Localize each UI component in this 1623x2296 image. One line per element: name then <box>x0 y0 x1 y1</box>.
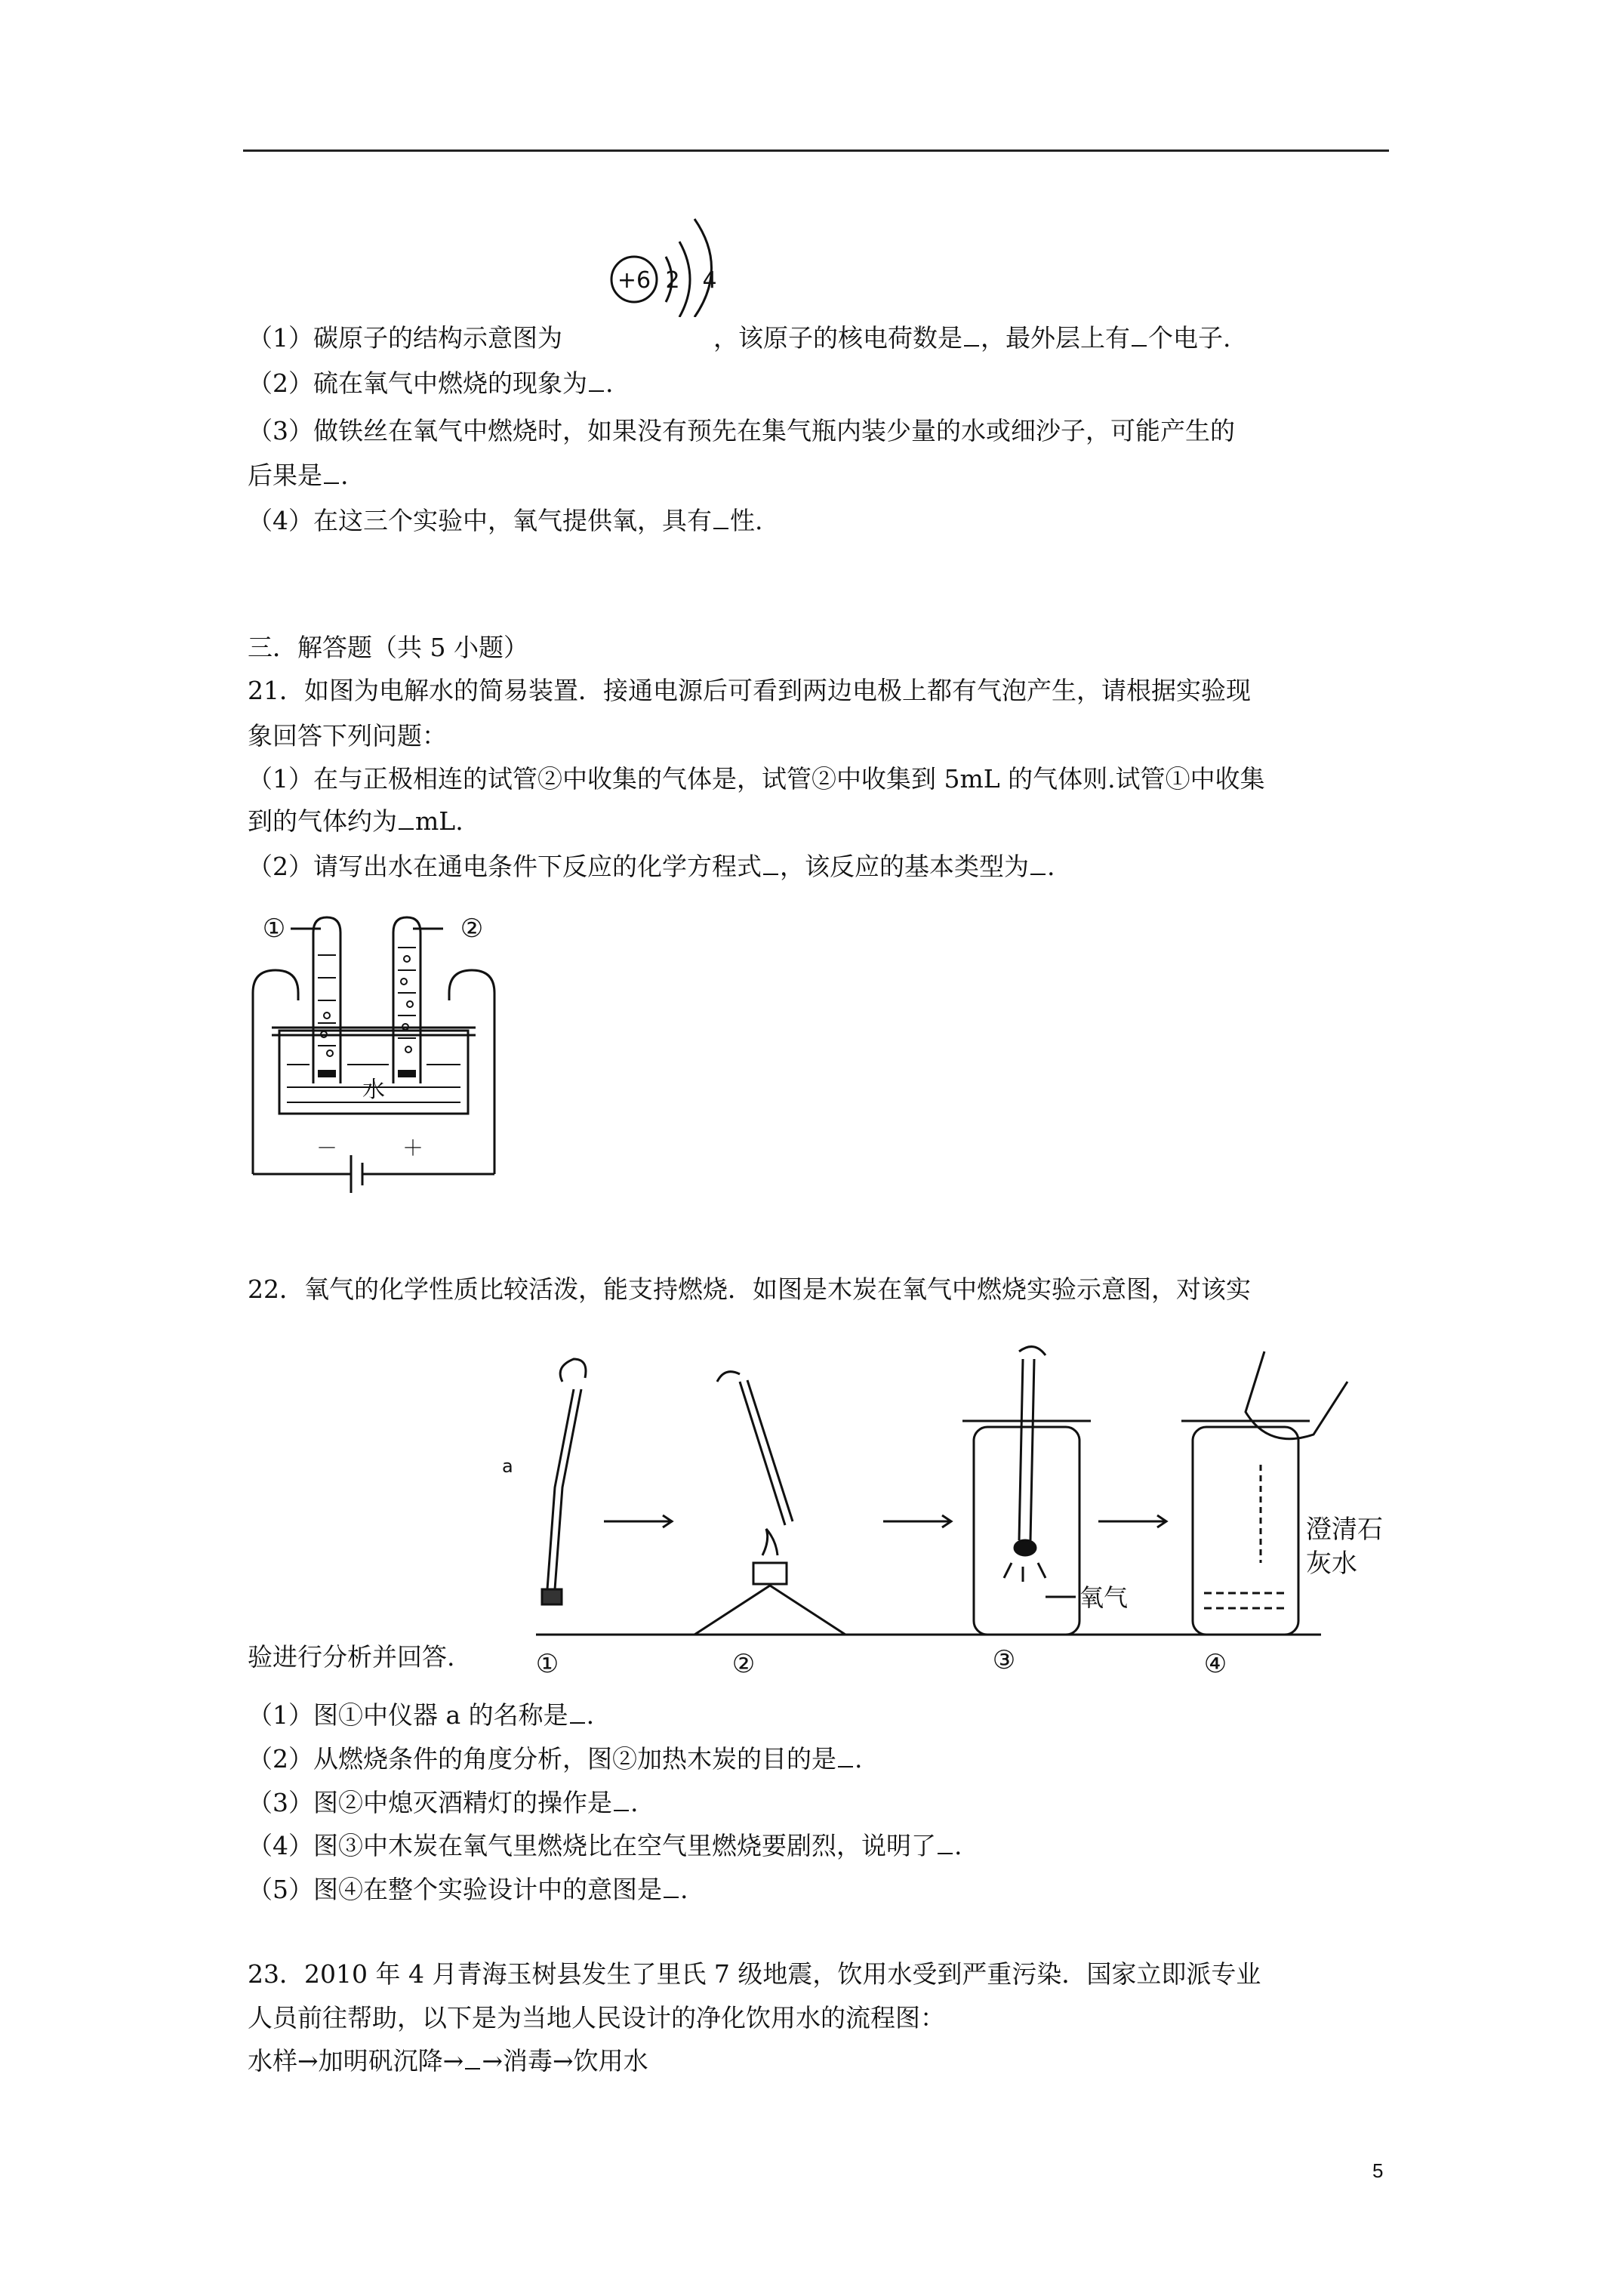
section-title: 三．解答题（共 5 小题） <box>248 633 528 662</box>
water-label: 水 <box>362 1077 385 1103</box>
q22-part4: （4）图③中木炭在氧气里燃烧比在空气里燃烧要剧烈，说明了 . <box>248 1831 962 1860</box>
label-a: a <box>502 1456 513 1477</box>
answer-blank[interactable] <box>589 371 604 392</box>
step4-label: ④ <box>1203 1649 1227 1679</box>
q20-part4: （4）在这三个实验中，氧气提供氧，具有 性. <box>248 506 763 535</box>
answer-blank[interactable] <box>964 325 979 347</box>
q20-part3a: （3）做铁丝在氧气中燃烧时，如果没有预先在集气瓶内装少量的水或细沙子，可能产生的 <box>248 416 1235 445</box>
q21-part2: （2）请写出水在通电条件下反应的化学方程式 ，该反应的基本类型为 . <box>248 852 1055 881</box>
atom-shell2-label: 4 <box>702 267 717 294</box>
step2-label: ② <box>731 1649 756 1679</box>
answer-blank[interactable] <box>713 508 728 529</box>
q21-stem2: 象回答下列问题： <box>248 721 447 750</box>
step1-label: ① <box>535 1649 559 1679</box>
answer-blank[interactable] <box>1030 854 1046 875</box>
answer-blank[interactable] <box>324 463 339 484</box>
label-limewater-2: 灰水 <box>1306 1549 1357 1579</box>
q22-part5: （5）图④在整个实验设计中的意图是 . <box>248 1875 688 1904</box>
plus-label: ＋ <box>402 1136 424 1160</box>
q21-part1a: （1）在与正极相连的试管②中收集的气体是，试管②中收集到 5mL 的气体则.试管①中收集 <box>248 764 1265 794</box>
answer-blank[interactable] <box>465 2048 480 2069</box>
q22-part3: （3）图②中熄灭酒精灯的操作是 . <box>248 1788 639 1817</box>
q21-stem1: 21．如图为电解水的简易装置．接通电源后可看到两边电极上都有气泡产生，请根据实验现 <box>248 676 1251 705</box>
q22-part1: （1）图①中仪器 a 的名称是 . <box>248 1700 595 1730</box>
answer-blank[interactable] <box>838 1746 853 1767</box>
label-limewater-1: 澄清石 <box>1306 1515 1383 1545</box>
page-number: 5 <box>1372 2159 1384 2182</box>
carbon-atom-diagram <box>604 211 732 317</box>
header-rule <box>243 149 1389 152</box>
answer-blank[interactable] <box>614 1790 629 1811</box>
q23-flow: 水样→加明矾沉降→ →消毒→饮用水 <box>248 2046 648 2076</box>
tube1-label: ① <box>262 914 286 944</box>
q23-stem2: 人员前往帮助，以下是为当地人民设计的净化饮用水的流程图： <box>248 2003 945 2032</box>
atom-shell1-label: 2 <box>665 267 680 294</box>
label-oxygen: 氧气 <box>1079 1583 1129 1612</box>
answer-blank[interactable] <box>664 1877 679 1898</box>
q23-stem1: 23．2010 年 4 月青海玉树县发生了里氏 7 级地震，饮用水受到严重污染．国家立即派专业 <box>248 1959 1261 1989</box>
q22-stem2: 验进行分析并回答. <box>248 1642 455 1672</box>
minus-label: － <box>316 1136 338 1160</box>
atom-nucleus-label: +6 <box>617 267 651 294</box>
q20-part2: （2）硫在氧气中燃烧的现象为 . <box>248 368 614 398</box>
q22-stem1: 22．氧气的化学性质比较活泼，能支持燃烧．如图是木炭在氧气中燃烧实验示意图，对该实 <box>248 1274 1251 1304</box>
answer-blank[interactable] <box>1132 325 1147 347</box>
q20-part3b: 后果是 . <box>248 461 349 490</box>
step3-label: ③ <box>992 1645 1016 1675</box>
charcoal-combustion-diagram <box>491 1336 1397 1691</box>
q22-part2: （2）从燃烧条件的角度分析，图②加热木炭的目的是 . <box>248 1744 863 1774</box>
q21-part1b: 到的气体约为 mL. <box>248 806 463 836</box>
answer-blank[interactable] <box>399 809 414 830</box>
tube2-label: ② <box>460 914 484 944</box>
answer-blank[interactable] <box>938 1833 953 1854</box>
answer-blank[interactable] <box>763 854 778 875</box>
q20-part1: （1）碳原子的结构示意图为 ，该原子的核电荷数是 ，最外层上有 个电子. <box>248 323 1231 353</box>
electrolysis-apparatus-diagram <box>245 902 502 1219</box>
answer-blank[interactable] <box>570 1703 585 1724</box>
